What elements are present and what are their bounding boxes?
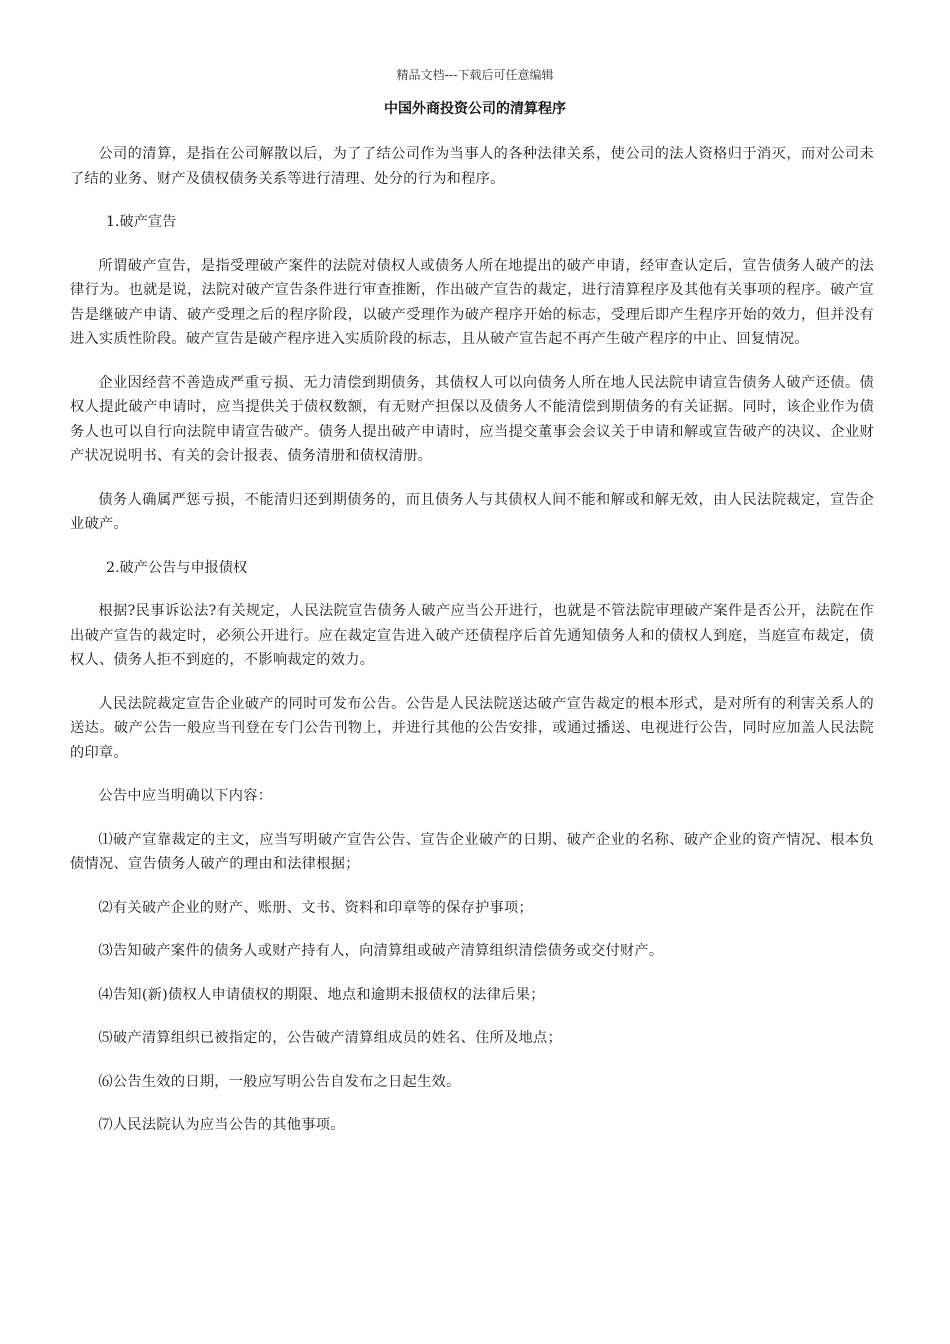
document-title: 中国外商投资公司的清算程序 bbox=[384, 101, 566, 117]
paragraph: 人民法院裁定宣告企业破产的同时可发布公告。公告是人民法院送达破产宣告裁定的根本形式，是对所有的利害关系人的送达。破产公告一般应当刊登在专门公告刊物上，并进行其他的公告安排，或通过播送、电视进行公告，同时应加盖人民法院的印章。 bbox=[70, 695, 874, 761]
section-heading-bankruptcy-declaration: 1.破产宣告 bbox=[106, 214, 177, 230]
paragraph: 债务人确属严惩亏损，不能清归还到期债务的，而且债务人与其债权人间不能和解或和解无效，由人民法院裁定，宣告企业破产。 bbox=[70, 491, 874, 532]
paragraph: 公告中应当明确以下内容： bbox=[98, 788, 273, 804]
list-item: ⑷告知(新)债权人申请债权的期限、地点和逾期未报债权的法律后果； bbox=[98, 986, 545, 1003]
document-body bbox=[70, 142, 874, 1157]
list-item: ⑵有关破产企业的财产、账册、文书、资料和印章等的保存护事项； bbox=[98, 899, 534, 916]
list-item: ⑴破产宣靠裁定的主文，应当写明破产宣告公告、宣告企业破产的日期、破产企业的名称、破产企业的资产情况、根本负债情况、宣告债务人破产的理由和法律根据； bbox=[70, 831, 874, 872]
section-heading-announcement-and-claims: 2.破产公告与申报债权 bbox=[106, 559, 248, 576]
paragraph: 企业因经营不善造成严重亏损、无力清偿到期债务，其债权人可以向债务人所在地人民法院申请宣告债务人破产还债。债权人提此破产申请时，应当提供关于债权数额，有无财产担保以及债务人不能清偿到期债务的有关证据。同时，该企业作为债务人也可以自行向法院申请宣告破产。债务人提出破产申请时，应当提交董事会会议关于申请和解或宣告破产的决议、企业财产状况说明书、有关的会计报表、债务清册和债权清册。 bbox=[70, 374, 874, 464]
header-note: 精品文档---下载后可任意编辑 bbox=[396, 68, 554, 82]
paragraph: 所谓破产宣告，是指受理破产案件的法院对债权人或债务人所在地提出的破产申请，经审查认定后，宣告债务人破产的法律行为。也就是说，法院对破产宣告条件进行审查推断，作出破产宣告的裁定，进行清算程序及其他有关事项的程序。破产宣告是继破产申请、破产受理之后的程序阶段，以破产受理作为破产程序开始的标志，受理后即产生程序开始的效力，但并没有进入实质性阶段。破产宣告是破产程序进入实质阶段的标志，且从破产宣告起不再产生破产程序的中止、回复情况。 bbox=[70, 257, 874, 347]
list-item: ⑶告知破产案件的债务人或财产持有人，向清算组或破产清算组织清偿债务或交付财产。 bbox=[98, 943, 664, 959]
intro-paragraph: 公司的清算，是指在公司解散以后，为了了结公司作为当事人的各种法律关系，使公司的法人资格归于消灭，而对公司未了结的业务、财产及债权债务关系等进行清理、处分的行为和程序。 bbox=[70, 146, 874, 187]
paragraph: 根据?民事诉讼法?有关规定，人民法院宣告债务人破产应当公开进行，也就是不管法院审理破产案件是否公开，法院在作出破产宣告的裁定时，必须公开进行。应在裁定宣告进入破产还债程序后首先通知债务人和的债权人到庭，当庭宣布裁定，债权人、债务人拒不到庭的，不影响裁定的效力。 bbox=[70, 603, 874, 668]
list-item: ⑹公告生效的日期，一般应写明公告自发布之日起生效。 bbox=[98, 1073, 461, 1090]
list-item: ⑸破产清算组织已被指定的，公告破产清算组成员的姓名、住所及地点； bbox=[98, 1030, 562, 1046]
list-item: ⑺人民法院认为应当公告的其他事项。 bbox=[98, 1117, 345, 1133]
